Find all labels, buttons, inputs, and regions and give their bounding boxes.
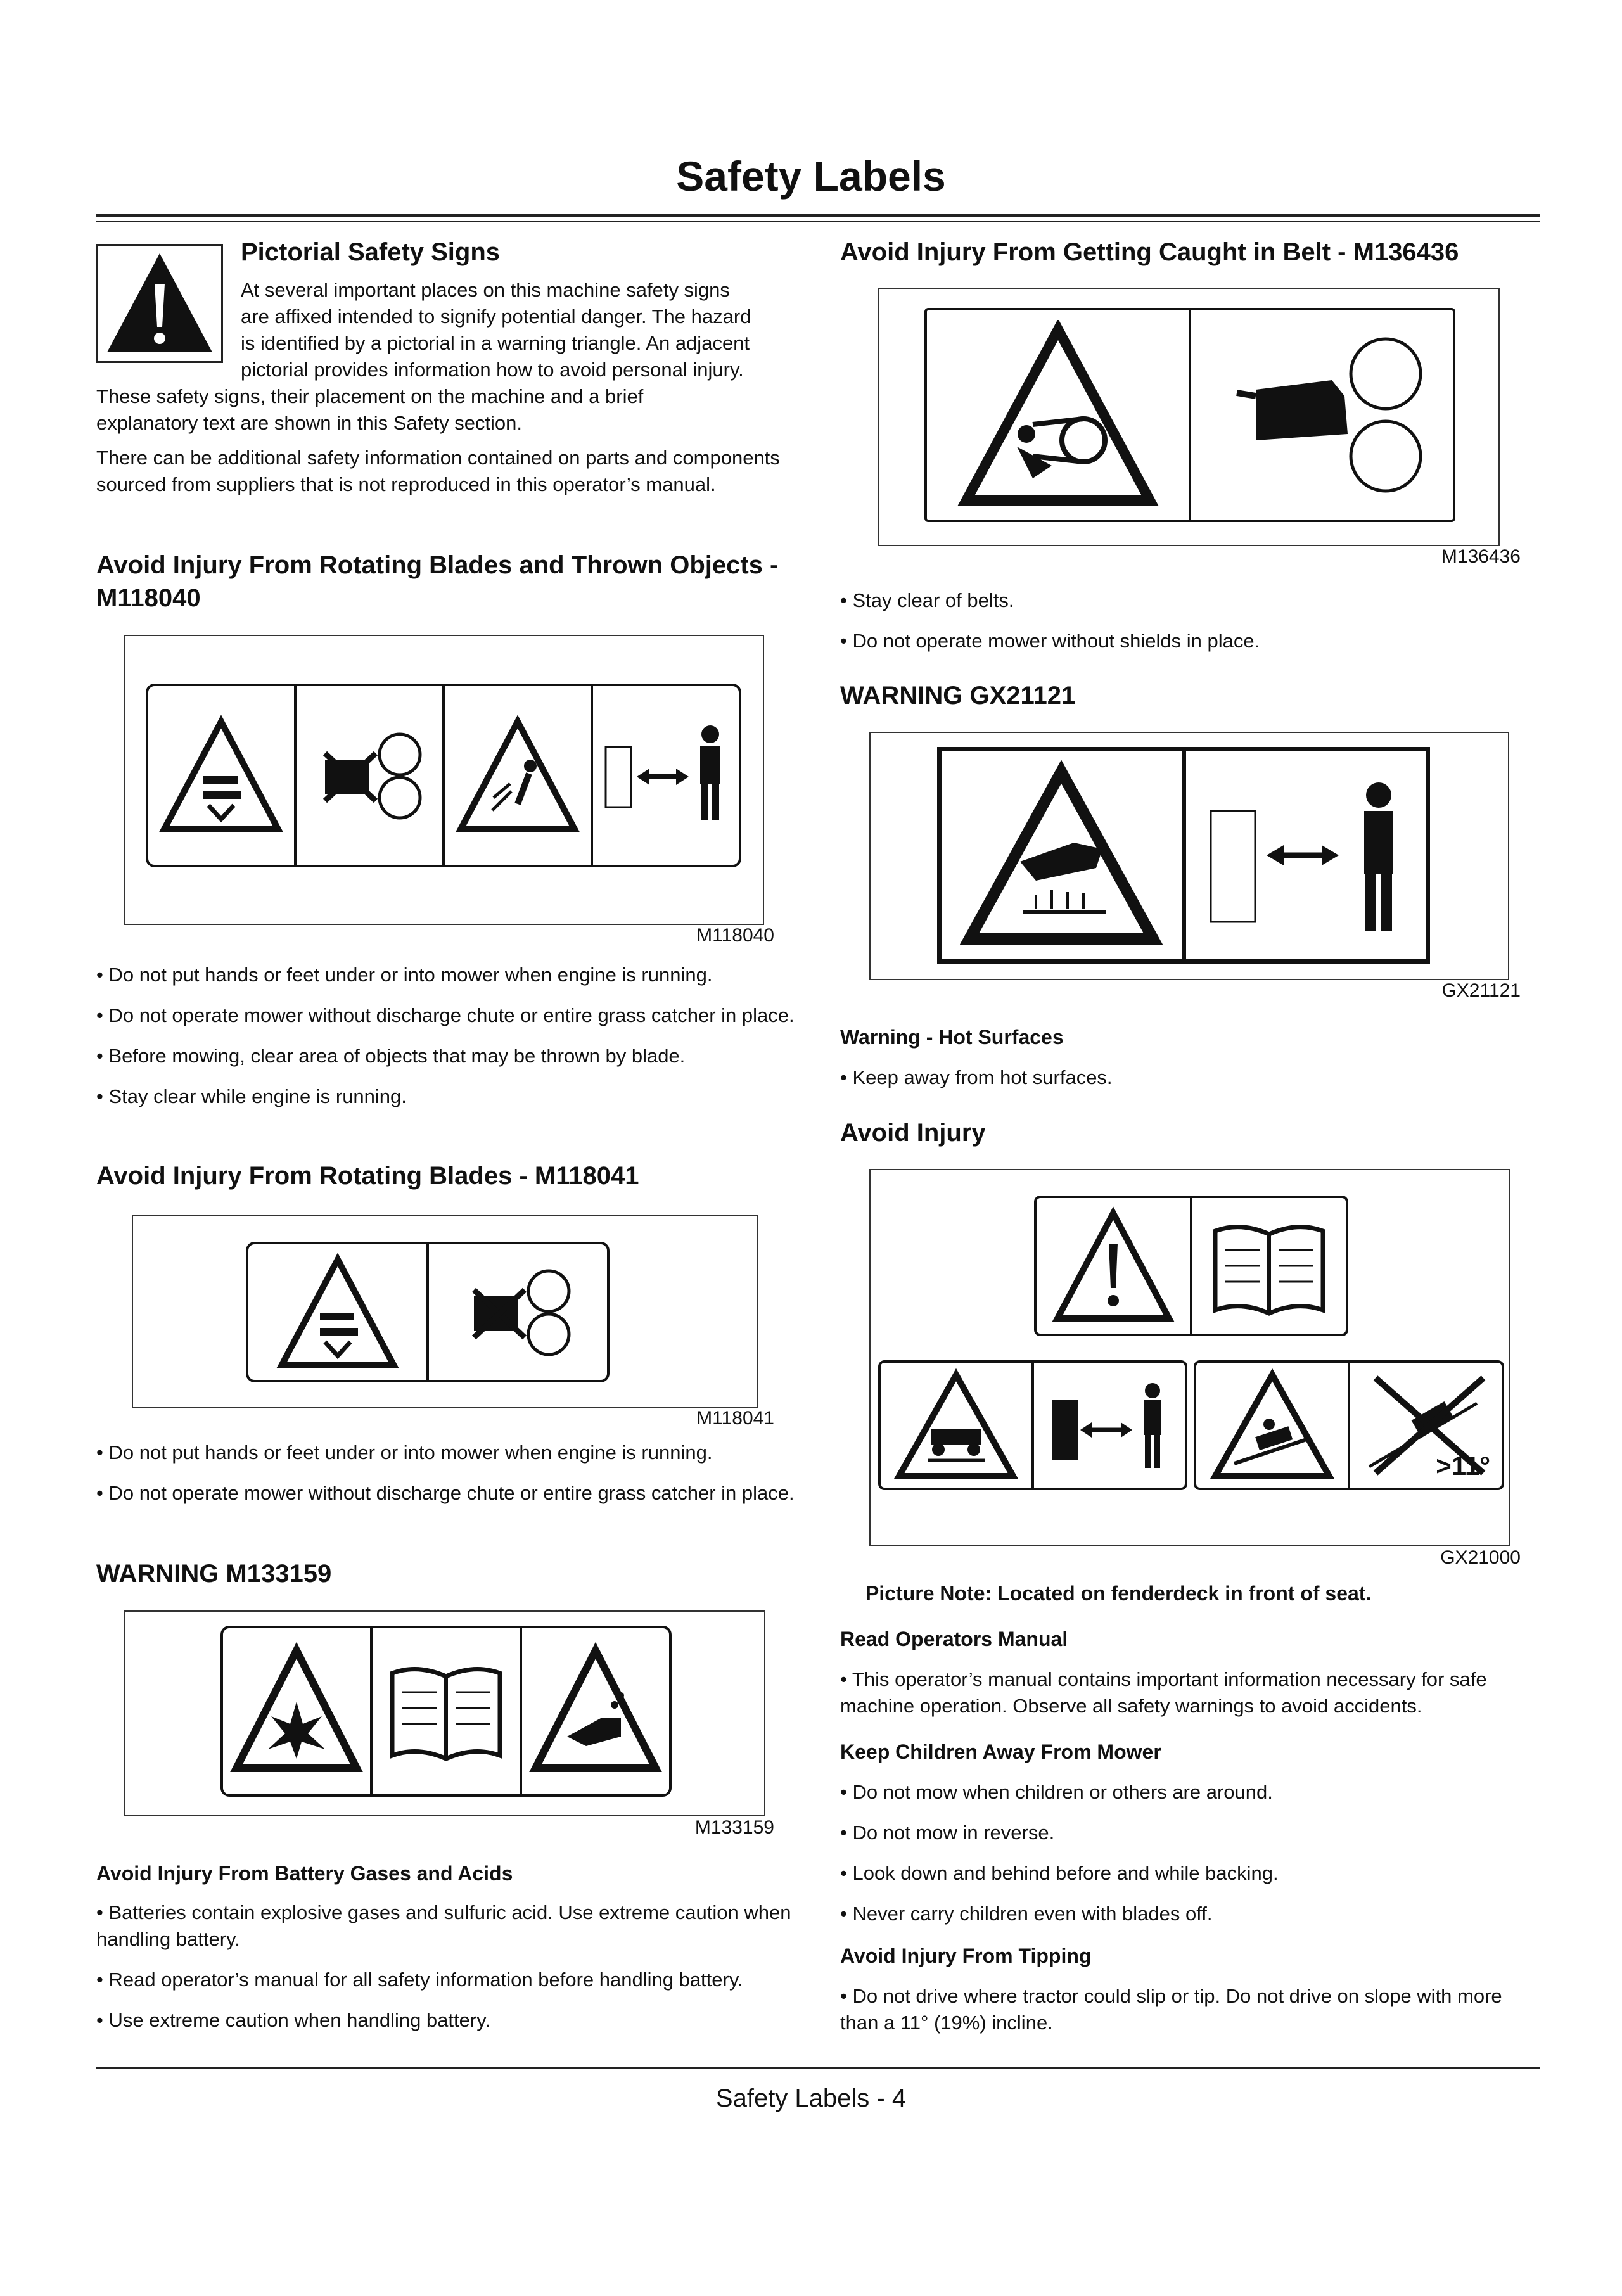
children-bullets bbox=[840, 1779, 1537, 1941]
gx21000-cell-slope bbox=[1350, 1363, 1502, 1488]
m118040-cell-2 bbox=[297, 686, 445, 865]
hot-surface-warning-icon bbox=[960, 760, 1163, 950]
explosion-warning-icon bbox=[227, 1642, 366, 1781]
m118041-cell-1 bbox=[248, 1244, 429, 1380]
m118040-decal bbox=[146, 684, 741, 867]
list-item: • Use extreme caution when handling battery. bbox=[96, 2009, 491, 2031]
pictorial-intro-5: These safety signs, their placement on the machine and a brief bbox=[96, 385, 644, 407]
list-item: • Stay clear of belts. bbox=[840, 589, 1014, 611]
m118041-bullets bbox=[96, 1439, 800, 1521]
m133159-decal bbox=[220, 1626, 672, 1797]
list-item: • Look down and behind before and while backing. bbox=[840, 1862, 1279, 1884]
gx21000-caption: GX21000 bbox=[1440, 1547, 1521, 1568]
m133159-cell-2 bbox=[373, 1628, 522, 1794]
m118040-heading: Avoid Injury From Rotating Blades and Thrown Objects - M118040 bbox=[96, 551, 779, 612]
hand-in-belt-icon bbox=[1218, 320, 1427, 510]
pictorial-intro-1: At several important places on this machine safety signs bbox=[241, 279, 730, 301]
hand-in-blades-icon bbox=[306, 715, 433, 836]
pictorial-extra: There can be additional safety information contained on parts and components sourced from suppliers that is not reproduced in this operator’s manual. bbox=[96, 447, 780, 495]
m118040-image bbox=[124, 635, 764, 925]
pictorial-warning-box bbox=[96, 244, 223, 363]
tipping-subheading: Avoid Injury From Tipping bbox=[840, 1944, 1092, 1967]
warning-triangle-icon bbox=[1050, 1206, 1177, 1326]
gx21000-cell-runover bbox=[881, 1363, 1034, 1488]
list-item: • Do not mow in reverse. bbox=[840, 1821, 1055, 1844]
list-item: • Do not operate mower without discharge chute or entire grass catcher in place. bbox=[96, 1004, 795, 1026]
list-item: • Do not put hands or feet under or into mower when engine is running. bbox=[96, 1441, 713, 1464]
list-item: • Never carry children even with blades off. bbox=[840, 1903, 1213, 1925]
operator-manual-icon bbox=[380, 1648, 513, 1775]
slope-text: >11° bbox=[1436, 1451, 1490, 1481]
battery-subheading: Avoid Injury From Battery Gases and Acids bbox=[96, 1862, 513, 1885]
list-item: • Stay clear while engine is running. bbox=[96, 1085, 407, 1107]
m133159-image bbox=[124, 1610, 765, 1816]
m133159-cell-1 bbox=[223, 1628, 373, 1794]
m118041-decal bbox=[246, 1242, 610, 1382]
keep-distance-icon bbox=[596, 715, 736, 836]
m118041-heading: Avoid Injury From Rotating Blades - M118041 bbox=[96, 1162, 639, 1190]
list-item: • Read operator’s manual for all safety information before handling battery. bbox=[96, 1968, 743, 1991]
m118040-cell-4 bbox=[593, 686, 739, 865]
gx21000-decal-top bbox=[1034, 1196, 1348, 1336]
pictorial-heading: Pictorial Safety Signs bbox=[241, 238, 501, 266]
belt-entanglement-warning-icon bbox=[957, 320, 1159, 510]
page-title: Safety Labels bbox=[676, 153, 946, 200]
m133159-caption: M133159 bbox=[694, 1817, 774, 1838]
m118040-cell-3 bbox=[445, 686, 593, 865]
read-manual-subheading: Read Operators Manual bbox=[840, 1628, 1068, 1650]
m118041-cell-2 bbox=[429, 1244, 607, 1380]
list-item: • Do not operate mower without discharge chute or entire grass catcher in place. bbox=[96, 1482, 795, 1504]
list-item: • This operator’s manual contains important information necessary for safe machine operation. Observe all safety warnings to avoid accidents. bbox=[840, 1668, 1487, 1717]
list-item: • Do not put hands or feet under or into mower when engine is running. bbox=[96, 964, 713, 986]
list-item: • Before mowing, clear area of objects that may be thrown by blade. bbox=[96, 1045, 686, 1067]
m118040-caption: M118040 bbox=[696, 925, 774, 946]
list-item: • Do not drive where tractor could slip or tip. Do not drive on slope with more than a 11° (19%) incline. bbox=[840, 1985, 1502, 2034]
gx21000-image bbox=[869, 1169, 1510, 1546]
gx21121-bullets bbox=[840, 1064, 1537, 1105]
header-rule-thin bbox=[96, 221, 1540, 222]
keep-distance-icon bbox=[1040, 1368, 1179, 1483]
list-item: • Keep away from hot surfaces. bbox=[840, 1066, 1113, 1088]
gx21121-cell-1 bbox=[942, 751, 1186, 959]
warning-triangle-icon bbox=[158, 715, 284, 836]
m136436-caption: M136436 bbox=[1441, 546, 1521, 567]
footer-rule bbox=[96, 2067, 1540, 2069]
pictorial-intro-3: is identified by a pictorial in a warning triangle. An adjacent bbox=[241, 332, 750, 354]
gx21000-decal-right bbox=[1194, 1360, 1504, 1490]
list-item: • Batteries contain explosive gases and sulfuric acid. Use extreme caution when handling battery. bbox=[96, 1901, 791, 1950]
m136436-image bbox=[878, 288, 1500, 546]
m133159-bullets bbox=[96, 1899, 800, 2048]
operator-manual-icon bbox=[1203, 1206, 1336, 1326]
m118041-caption: M118041 bbox=[696, 1408, 774, 1429]
m136436-cell-1 bbox=[927, 310, 1191, 520]
pictorial-intro-2: are affixed intended to signify potential danger. The hazard bbox=[241, 305, 751, 328]
gx21121-caption: GX21121 bbox=[1441, 980, 1521, 1001]
gx21121-image bbox=[869, 732, 1509, 980]
gx21121-decal bbox=[937, 747, 1430, 964]
warning-triangle-icon bbox=[274, 1252, 401, 1372]
keep-distance-icon bbox=[1198, 760, 1414, 950]
m133159-cell-3 bbox=[522, 1628, 669, 1794]
gx21121-cell-2 bbox=[1186, 751, 1426, 959]
hot-surfaces-subheading: Warning - Hot Surfaces bbox=[840, 1026, 1064, 1049]
m133159-heading: WARNING M133159 bbox=[96, 1560, 332, 1588]
gx21121-heading: WARNING GX21121 bbox=[840, 682, 1076, 710]
gx21000-heading: Avoid Injury bbox=[840, 1119, 986, 1147]
thrown-objects-icon bbox=[454, 715, 581, 836]
gx21000-cell-distance bbox=[1034, 1363, 1185, 1488]
gx21000-cell-book bbox=[1192, 1198, 1346, 1334]
m136436-heading: Avoid Injury From Getting Caught in Belt - M136436 bbox=[840, 238, 1459, 266]
acid-burn-warning-icon bbox=[526, 1642, 665, 1781]
tipping-warning-icon bbox=[1209, 1368, 1336, 1483]
header-rule bbox=[96, 214, 1540, 217]
list-item: • Do not mow when children or others are around. bbox=[840, 1781, 1273, 1803]
read-manual-bullets bbox=[840, 1666, 1540, 1733]
m118040-cell-1 bbox=[148, 686, 297, 865]
hand-in-blades-icon bbox=[455, 1252, 582, 1372]
page-footer: Safety Labels - 4 bbox=[715, 2084, 907, 2112]
gx21000-cell-warning bbox=[1037, 1198, 1192, 1334]
m136436-cell-2 bbox=[1191, 310, 1453, 520]
pictorial-intro-4: pictorial provides information how to avoid personal injury. bbox=[241, 359, 744, 381]
gx21000-decal-left bbox=[878, 1360, 1187, 1490]
m136436-decal bbox=[924, 308, 1455, 522]
children-subheading: Keep Children Away From Mower bbox=[840, 1740, 1161, 1763]
m136436-bullets bbox=[840, 587, 1537, 668]
list-item: • Do not operate mower without shields in place. bbox=[840, 630, 1260, 652]
warning-triangle-icon bbox=[98, 246, 221, 361]
picture-note: Picture Note: Located on fenderdeck in front of seat. bbox=[865, 1582, 1372, 1605]
m118041-image bbox=[132, 1215, 758, 1408]
m118040-bullets bbox=[96, 962, 800, 1124]
runover-warning-icon bbox=[893, 1368, 1019, 1483]
gx21000-cell-tipping bbox=[1196, 1363, 1350, 1488]
tipping-bullets bbox=[840, 1983, 1540, 2050]
pictorial-intro-6: explanatory text are shown in this Safety section. bbox=[96, 412, 523, 434]
